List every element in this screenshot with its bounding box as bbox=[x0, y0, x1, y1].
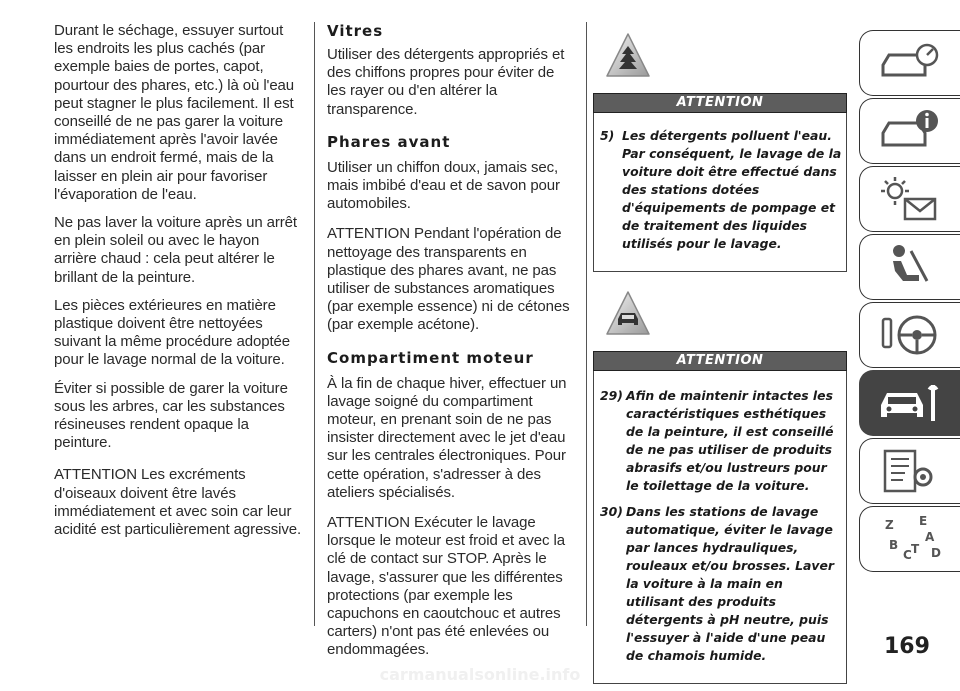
paragraph-moteur-attention: ATTENTION Exécuter le lavage lorsque le moteur est froid et avec la clé de contact sur STOP. Après le lavage, s'assurer que les différentes protections (par exemple les capuchons en caoutchouc et autres carters) n'ont pas été enlevées ou endommagées. bbox=[327, 514, 565, 659]
attention-header-2: ATTENTION bbox=[593, 351, 847, 371]
index-letter: A bbox=[925, 530, 935, 544]
car-wrench-icon bbox=[875, 377, 945, 429]
index-letter: E bbox=[919, 514, 928, 528]
paragraph-sun: Ne pas laver la voiture après un arrêt en plein soleil ou avec le hayon arrière chaud : cela peut altérer le brillant de la peinture. bbox=[54, 214, 297, 286]
document-gear-icon bbox=[875, 445, 945, 497]
page-number: 169 bbox=[884, 634, 930, 659]
paragraph-trees: Éviter si possible de garer la voiture sous les arbres, car les substances résineuses rendent opaque la peinture. bbox=[54, 379, 288, 452]
heading-vitres: Vitres bbox=[327, 22, 384, 40]
index-letter: Z bbox=[885, 518, 894, 532]
tab-safety[interactable] bbox=[859, 234, 960, 300]
index-letter: T bbox=[911, 542, 920, 556]
tab-dashboard[interactable] bbox=[859, 30, 960, 96]
chapter-tabs bbox=[859, 30, 960, 574]
attention-item-number: 5) bbox=[600, 128, 615, 143]
attention-item-text: Les détergents polluent l'eau. Par conséquent, le lavage de la voiture doit être effectué dans des stations dotées d'équipements de pompage et de traitement des liquides utilisés pour le lavage. bbox=[622, 128, 842, 251]
paragraph-drying: Durant le séchage, essuyer surtout les endroits les plus cachés (par exemple baies de portes, capot, pourtour des phares, etc.) là où l'eau peut stagner le plus facilement. Il est conseillé de ne pas garer la voiture immédiatement après l'avoir lavée dans un endroit fermé, mais de la laisser en plein air pour favoriser l'évaporation de l'eau. bbox=[54, 22, 295, 203]
footer-watermark bbox=[0, 662, 960, 686]
paragraph-moteur-1: À la fin de chaque hiver, effectuer un lavage soigné du compartiment moteur, en prenant soin de ne pas insister directement avec le jet d'eau sur les centrales électroniques. Pour cette opération, s'adresser à des ateliers spécialisés. bbox=[327, 374, 567, 501]
watermark-text: carmanualsonline.info bbox=[379, 665, 581, 684]
column-left bbox=[54, 22, 304, 549]
light-envelope-icon bbox=[875, 173, 945, 225]
index-letter: B bbox=[889, 538, 899, 552]
column-middle bbox=[327, 22, 577, 670]
car-warning-icon bbox=[605, 290, 651, 338]
seated-passenger-icon bbox=[875, 241, 945, 293]
tab-maintenance[interactable] bbox=[859, 370, 960, 436]
attention-box-2 bbox=[593, 371, 847, 684]
tab-lights[interactable] bbox=[859, 166, 960, 232]
steering-wheel-icon bbox=[875, 309, 945, 361]
index-letter: D bbox=[931, 546, 941, 560]
tab-index[interactable] bbox=[859, 506, 960, 572]
attention-item-text: Dans les stations de lavage automatique, éviter le lavage par lances hydrauliques, rouleaux et/ou brosses. Laver la voiture à la main en utilisant des produits détergents à pH neutre, puis l'essuyer à l'aide d'une peau de chamois humide. bbox=[626, 504, 834, 663]
index-letter: C bbox=[903, 548, 912, 562]
tab-info[interactable] bbox=[859, 98, 960, 164]
attention-item-number: 30) bbox=[600, 504, 623, 519]
column-divider-1 bbox=[314, 22, 315, 626]
tab-technical[interactable] bbox=[859, 438, 960, 504]
car-dashboard-icon bbox=[875, 37, 945, 89]
heading-moteur: Compartiment moteur bbox=[327, 348, 534, 367]
paragraph-birds-attention: ATTENTION Les excréments d'oiseaux doivent être lavés immédiatement et avec soin car leur acidité est particulièrement agressive. bbox=[54, 466, 302, 539]
attention-item-text: Afin de maintenir intactes les caractéristiques esthétiques de la peinture, il est conseillé de ne pas utiliser de produits abrasifs et/ou lustreurs pour le toilettage de la voiture. bbox=[626, 388, 834, 493]
attention-item bbox=[600, 503, 842, 665]
car-info-icon bbox=[875, 105, 945, 157]
paragraph-vitres: Utiliser des détergents appropriés et des chiffons propres pour éviter de les rayer ou d'en altérer la transparence. bbox=[327, 46, 565, 118]
alphabet-index-icon bbox=[875, 513, 945, 565]
attention-header-1: ATTENTION bbox=[593, 93, 847, 113]
environment-tree-warning-icon bbox=[605, 32, 651, 80]
attention-item bbox=[600, 127, 842, 253]
column-divider-2 bbox=[586, 22, 587, 626]
column-right bbox=[593, 22, 847, 684]
paragraph-phares-attention: ATTENTION Pendant l'opération de nettoyage des transparents en plastique des phares avant, ne pas utiliser de substances aromatiques (par exemple essence) ni de cétones (par exemple acétone). bbox=[327, 225, 570, 334]
tab-driving[interactable] bbox=[859, 302, 960, 368]
paragraph-phares-1: Utiliser un chiffon doux, jamais sec, mais imbibé d'eau et de savon pour automobiles. bbox=[327, 158, 560, 213]
heading-phares: Phares avant bbox=[327, 132, 451, 151]
attention-item-number: 29) bbox=[600, 388, 623, 403]
watermark-logo bbox=[0, 662, 960, 686]
attention-item bbox=[600, 387, 842, 495]
paragraph-plastic: Les pièces extérieures en matière plastique doivent être nettoyées suivant la même procédure adoptée pour le lavage normal de la voiture. bbox=[54, 296, 291, 369]
attention-box-1 bbox=[593, 113, 847, 272]
